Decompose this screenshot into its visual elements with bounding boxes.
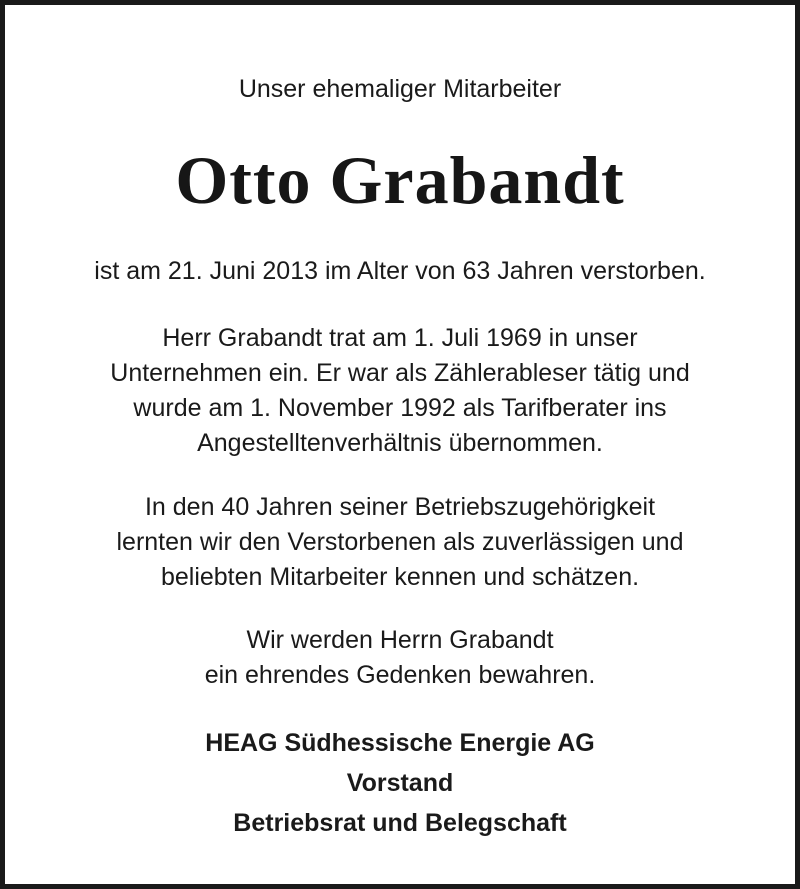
paragraph2-line-3: beliebten Mitarbeiter kennen und schätzen. bbox=[160, 563, 640, 591]
paragraph1-line-1: Herr Grabandt trat am 1. Juli 1969 in unser bbox=[162, 324, 638, 352]
paragraph2-line-1: In den 40 Jahren seiner Betriebszugehörigkeit bbox=[144, 493, 656, 521]
signature-staff: Betriebsrat und Belegschaft bbox=[233, 809, 567, 837]
signature-company: HEAG Südhessische Energie AG bbox=[205, 729, 595, 757]
death-line: ist am 21. Juni 2013 im Alter von 63 Jahren verstorben. bbox=[94, 257, 706, 285]
signature-board: Vorstand bbox=[346, 769, 454, 797]
paragraph2-line-2: lernten wir den Verstorbenen als zuverlässigen und bbox=[116, 528, 684, 556]
paragraph1-line-4: Angestelltenverhältnis übernommen. bbox=[197, 429, 603, 457]
deceased-name: Otto Grabandt bbox=[175, 142, 625, 218]
paragraph1-line-3: wurde am 1. November 1992 als Tarifberater ins bbox=[133, 394, 667, 422]
paragraph1-line-2: Unternehmen ein. Er war als Zählerableser tätig und bbox=[110, 359, 690, 387]
paragraph3-line-2: ein ehrendes Gedenken bewahren. bbox=[204, 661, 596, 689]
intro-line: Unser ehemaliger Mitarbeiter bbox=[238, 75, 562, 103]
paragraph3-line-1: Wir werden Herrn Grabandt bbox=[246, 626, 554, 654]
